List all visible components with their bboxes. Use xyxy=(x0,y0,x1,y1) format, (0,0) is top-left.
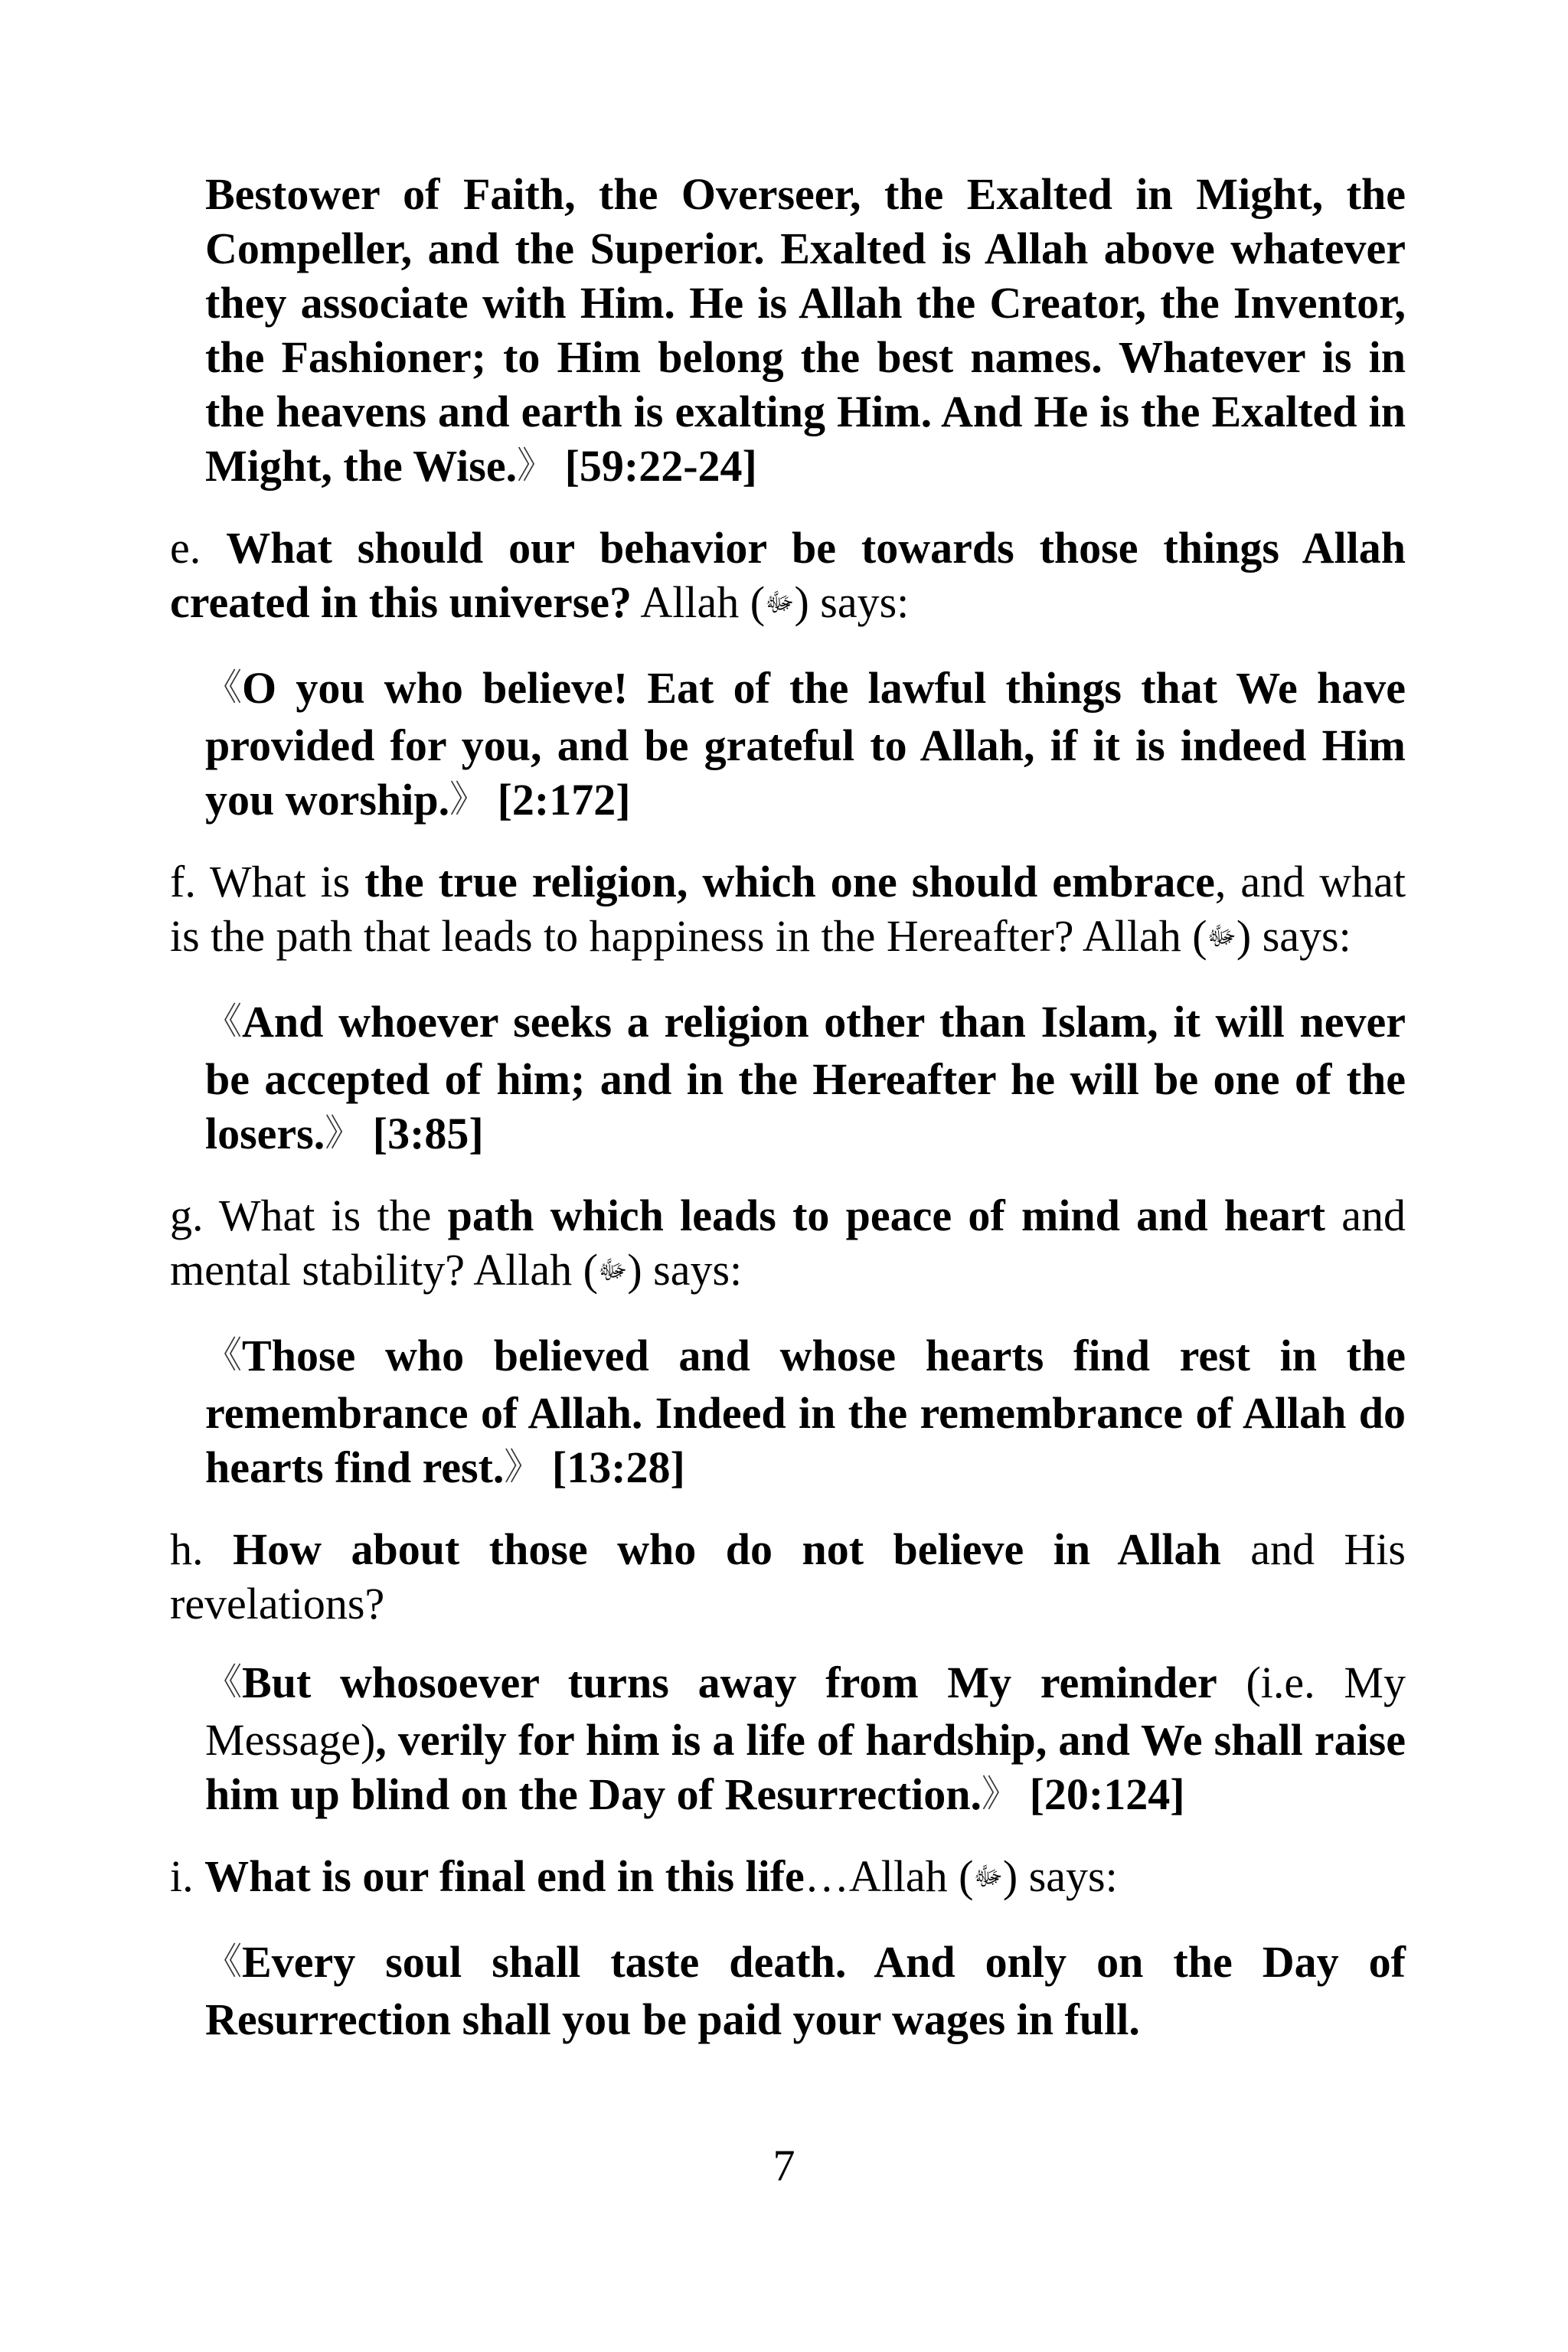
question-e: e. What should our behavior be towards those things Allah created in this universe? Allah (ﷻ) says: xyxy=(170,521,1406,636)
quote-text: O you who believe! Eat of the lawful things that We have provided for you, and be grateful to Allah, if it is indeed Him you worship. xyxy=(205,663,1406,825)
question-i: i. What is our final end in this life…Allah (ﷻ) says: xyxy=(170,1849,1406,1910)
open-ornament-icon: 《 xyxy=(205,1335,243,1376)
quote-text: Every soul shall taste death. And only on the Day of Resurrection shall you be paid your wages in full. xyxy=(205,1937,1406,2044)
question-f: f. What is the true religion, which one should embrace, and what is the path that leads to happiness in the Hereafter? Allah (ﷻ) says: xyxy=(170,854,1406,970)
quote-clarification: (i.e. My Message) xyxy=(205,1658,1406,1765)
verse-reference: [13:28] xyxy=(551,1442,685,1492)
honorific-icon: ﷻ xyxy=(1207,923,1236,951)
question-text: path which leads to peace of mind and heart xyxy=(447,1191,1325,1240)
close-ornament-icon: 》 xyxy=(449,779,487,820)
quote-text: But whosoever turns away from My reminder xyxy=(242,1658,1217,1707)
question-text: What is our final end in this life xyxy=(204,1851,805,1901)
close-ornament-icon: 》 xyxy=(517,446,554,486)
honorific-icon: ﷻ xyxy=(597,1256,628,1285)
quote-continuation xyxy=(205,167,1406,496)
quote-text: , verily for him is a life of hardship, and We shall raise him up blind on the Day of Resurrection. xyxy=(205,1715,1406,1819)
verse-reference: [2:172] xyxy=(497,775,631,825)
question-text: How about those who do not believe in Allah xyxy=(232,1524,1221,1574)
quote-f xyxy=(205,995,1406,1164)
quote-text: And whoever seeks a religion other than Islam, it will never be accepted of him; and in the Hereafter he will be one of the losers. xyxy=(205,997,1406,1158)
open-ornament-icon: 《 xyxy=(205,1001,243,1042)
verse-reference: [3:85] xyxy=(372,1109,484,1158)
page-number: 7 xyxy=(773,2141,795,2190)
quote-i xyxy=(205,1935,1406,2047)
verse-reference: [59:22-24] xyxy=(564,441,757,491)
quote-text: Bestower of Faith, the Overseer, the Exalted in Might, the Compeller, and the Superior. Exalted is Allah above whatever they associate with Him. He is Allah the Creator, the Inventor, the Fashioner; to Him belong the best names. Whatever is in the heavens and earth is exalting Him. And He is the Exalted in Might, the Wise. xyxy=(205,169,1406,491)
close-ornament-icon: 》 xyxy=(325,1113,362,1154)
question-g: g. What is the path which leads to peace of mind and heart and mental stability? Allah (ﷻ) says: xyxy=(170,1188,1406,1304)
close-ornament-icon: 》 xyxy=(982,1774,1019,1815)
open-ornament-icon: 《 xyxy=(205,1662,243,1703)
quote-text: Those who believed and whose hearts find rest in the remembrance of Allah. Indeed in the remembrance of Allah do hearts find rest. xyxy=(205,1331,1406,1492)
quote-e xyxy=(205,661,1406,830)
close-ornament-icon: 》 xyxy=(504,1447,541,1488)
open-ornament-icon: 《 xyxy=(205,668,243,708)
question-letter: e. xyxy=(170,523,201,573)
question-text: What should our behavior be towards those things Allah created in this universe? xyxy=(170,523,1406,627)
question-text: the true religion, which one should embrace xyxy=(364,857,1215,906)
quote-g xyxy=(205,1328,1406,1498)
quote-h xyxy=(205,1655,1406,1824)
question-h: h. How about those who do not believe in Allah and His revelations? xyxy=(170,1524,1406,1628)
honorific-icon: ﷻ xyxy=(765,589,795,617)
honorific-icon: ﷻ xyxy=(973,1863,1003,1891)
page-body xyxy=(170,167,1406,2071)
open-ornament-icon: 《 xyxy=(205,1942,243,1982)
verse-reference: [20:124] xyxy=(1029,1769,1185,1819)
